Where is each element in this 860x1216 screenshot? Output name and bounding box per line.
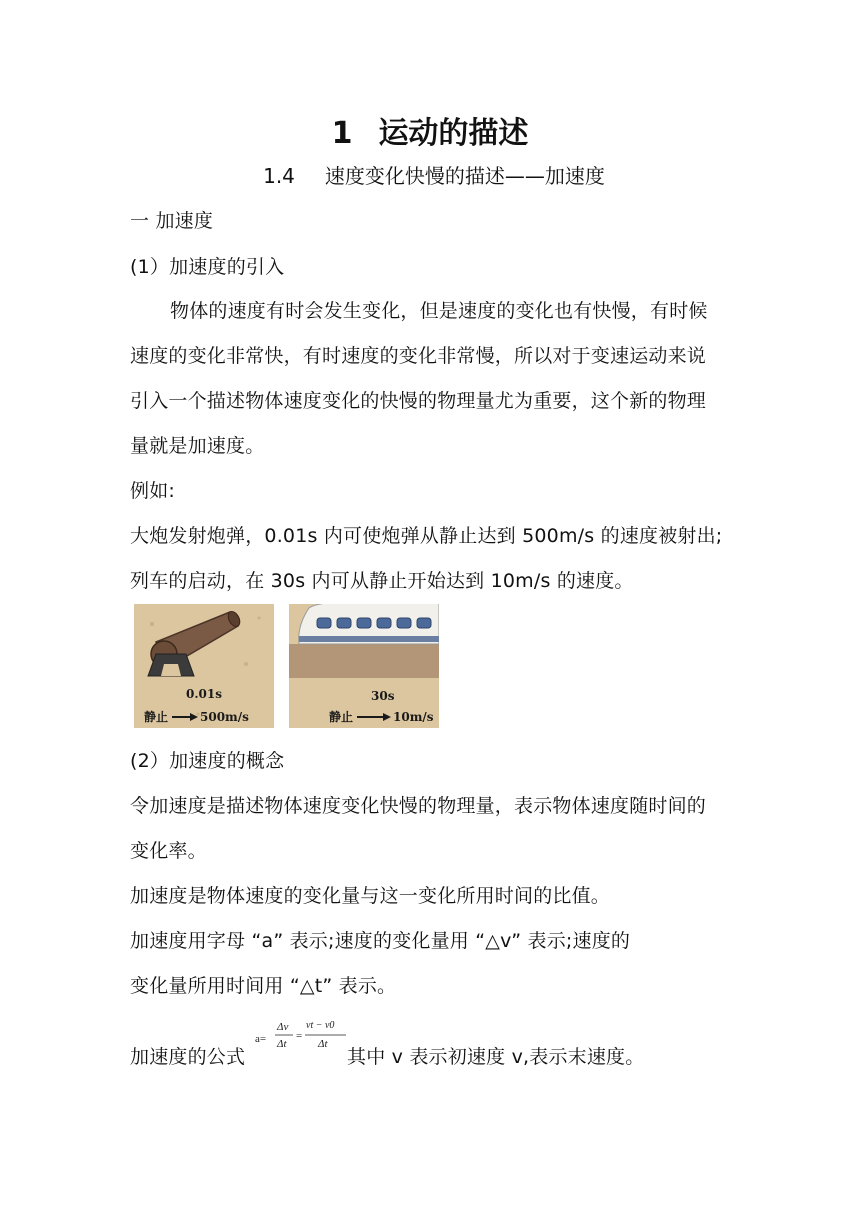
section-title-text: 速度变化快慢的描述——加速度 bbox=[324, 164, 605, 188]
chapter-title-text: 运动的描述 bbox=[378, 116, 529, 151]
chapter-number: 1 bbox=[331, 116, 353, 151]
formula-den1: Δt bbox=[277, 1038, 287, 1050]
formula-lhs: a= bbox=[255, 1033, 267, 1045]
paragraph-line: 量就是加速度。 bbox=[130, 435, 265, 457]
train-to-label: 10m/s bbox=[393, 710, 434, 724]
concept-line: 加速度用字母 “a” 表示;速度的变化量用 “△v” 表示;速度的 bbox=[130, 930, 631, 952]
example-line: 大炮发射炮弹，0.01s 内可使炮弹从静止达到 500m/s 的速度被射出; bbox=[130, 525, 723, 547]
paragraph-line: 物体的速度有时会发生变化，但是速度的变化也有快慢，有时候 bbox=[170, 300, 708, 322]
formula-eq: = bbox=[296, 1030, 303, 1042]
chapter-title bbox=[0, 108, 860, 152]
train-icon bbox=[299, 604, 439, 644]
section-title bbox=[0, 160, 860, 189]
train-time-label: 30s bbox=[371, 689, 395, 703]
example-line: 列车的启动，在 30s 内可从静止开始达到 10m/s 的速度。 bbox=[130, 570, 634, 592]
paragraph-line: 速度的变化非常快，有时速度的变化非常慢，所以对于变速运动来说 bbox=[130, 345, 707, 367]
concept-line: 变化率。 bbox=[130, 840, 207, 862]
section-number: 1.4 bbox=[263, 164, 295, 188]
formula-num2: vt − v0 bbox=[306, 1020, 335, 1031]
subheading-concept: (2）加速度的概念 bbox=[130, 750, 285, 772]
heading-acceleration: 一 加速度 bbox=[130, 210, 214, 232]
acceleration-formula bbox=[255, 1016, 347, 1060]
formula-den2: Δt bbox=[318, 1038, 328, 1050]
formula-prefix: 加速度的公式 bbox=[130, 1046, 246, 1068]
paragraph-line: 引入一个描述物体速度变化的快慢的物理量尤为重要，这个新的物理 bbox=[130, 390, 707, 412]
train-illustration bbox=[289, 604, 439, 728]
concept-line: 令加速度是描述物体速度变化快慢的物理量，表示物体速度随时间的 bbox=[130, 795, 707, 817]
concept-line: 变化量所用时间用 “△t” 表示。 bbox=[130, 975, 397, 997]
cannon-from-label: 静止 bbox=[144, 710, 169, 724]
formula-num1: Δv bbox=[277, 1021, 289, 1033]
concept-line: 加速度是物体速度的变化量与这一变化所用时间的比值。 bbox=[130, 885, 611, 907]
cannon-illustration bbox=[134, 604, 274, 728]
subheading-introduction: (1）加速度的引入 bbox=[130, 256, 285, 278]
example-label: 例如: bbox=[130, 480, 176, 502]
cannon-time-label: 0.01s bbox=[186, 687, 222, 701]
formula-suffix: 其中 v 表示初速度 v,表示末速度。 bbox=[347, 1046, 645, 1068]
train-from-label: 静止 bbox=[329, 710, 354, 724]
cannon-to-label: 500m/s bbox=[200, 710, 249, 724]
